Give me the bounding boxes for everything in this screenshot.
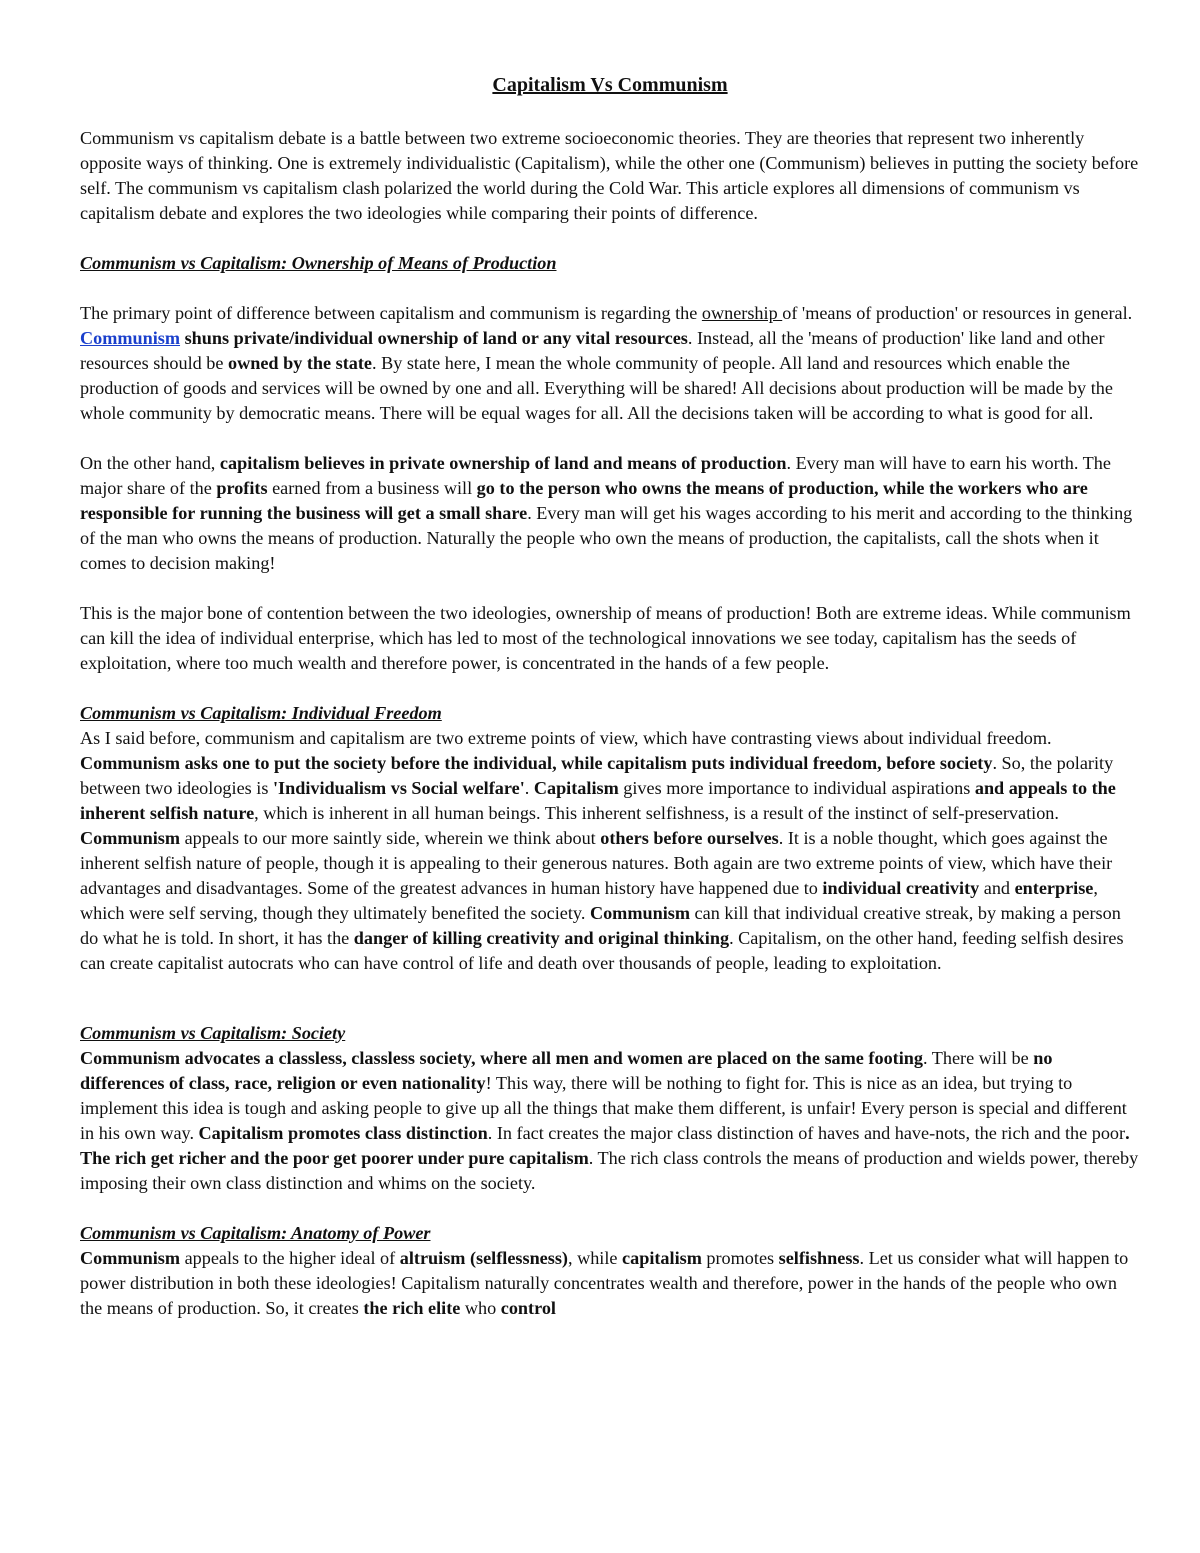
section-heading-society: Communism vs Capitalism: Society <box>80 1023 346 1043</box>
communism-link[interactable]: Communism <box>80 328 181 348</box>
ownership-paragraph-3: This is the major bone of contention between the two ideologies, ownership of means of production! Both are extreme ideas. While communism can kill the idea of individual enterprise, which has led to most of the technological innovations we see today, capitalism has the seeds of exploitation, where too much wealth and therefore power, is concentrated in the hands of a few people. <box>80 603 1131 673</box>
ownership-paragraph-1: The primary point of difference between capitalism and communism is regarding the ownership of 'means of production' or resources in general. Communism shuns private/individual ownership of land or any vital resources. Instead, all the 'means of production' like land and other resources should be owned by the state. By state here, I mean the whole community of people. All land and resources which enable the production of goods and services will be owned by one and all. Everything will be shared! All decisions about production will be made by the whole community by democratic means. There will be equal wages for all. All the decisions taken will be according to what is good for all. <box>80 303 1133 423</box>
society-paragraph: Communism advocates a classless, classless society, where all men and women are placed on the same footing. There will be no differences of class, race, religion or even nationality! This way, there will be nothing to fight for. This is nice as an idea, but trying to implement this idea is tough and asking people to give up all the things that make them different, is unfair! Every person is special and different in his own way. Capitalism promotes class distinction. In fact creates the major class distinction of haves and have-nots, the rich and the poor. The rich get richer and the poor get poorer under pure capitalism. The rich class controls the means of production and wields power, thereby imposing their own class distinction and whims on the society. <box>80 1048 1139 1193</box>
ownership-underlined-term: ownership <box>701 303 783 323</box>
section-heading-individual-freedom: Communism vs Capitalism: Individual Freedom <box>80 703 442 723</box>
section-heading-anatomy-of-power: Communism vs Capitalism: Anatomy of Power <box>80 1223 431 1243</box>
section-heading-ownership: Communism vs Capitalism: Ownership of Means of Production <box>80 253 557 273</box>
ownership-paragraph-2: On the other hand, capitalism believes in private ownership of land and means of production. Every man will have to earn his worth. The major share of the profits earned from a business will go to the person who owns the means of production, while the workers who are responsible for running the business will get a small share. Every man will get his wages according to his merit and according to the thinking of the man who owns the means of production. Naturally the people who own the means of production, the capitalists, call the shots when it comes to decision making! <box>80 453 1133 573</box>
freedom-paragraph: As I said before, communism and capitalism are two extreme points of view, which have contrasting views about individual freedom. Communism asks one to put the society before the individual, while capitalism puts individual freedom, before society. So, the polarity between two ideologies is 'Individualism vs Social welfare'. Capitalism gives more importance to individual aspirations and appeals to the inherent selfish nature, which is inherent in all human beings. This inherent selfishness, is a result of the instinct of self-preservation. Communism appeals to our more saintly side, wherein we think about others before ourselves. It is a noble thought, which goes against the inherent selfish nature of people, though it is appealing to their generous natures. Both again are two extreme points of view, which have their advantages and disadvantages. Some of the greatest advances in human history have happened due to individual creativity and enterprise, which were self serving, though they ultimately benefited the society. Communism can kill that individual creative streak, by making a person do what he is told. In short, it has the danger of killing creativity and original thinking. Capitalism, on the other hand, feeding selfish desires can create capitalist autocrats who can have control of life and death over thousands of people, leading to exploitation. <box>80 728 1124 973</box>
document-page <box>80 72 1140 1321</box>
document-title: Capitalism Vs Communism <box>492 74 728 96</box>
power-paragraph: Communism appeals to the higher ideal of altruism (selflessness), while capitalism promotes selfishness. Let us consider what will happen to power distribution in both these ideologies! Capitalism naturally concentrates wealth and therefore, power in the hands of the people who own the means of production. So, it creates the rich elite who control <box>80 1248 1129 1318</box>
intro-paragraph: Communism vs capitalism debate is a battle between two extreme socioeconomic theories. They are theories that represent two inherently opposite ways of thinking. One is extremely individualistic (Capitalism), while the other one (Communism) believes in putting the society before self. The communism vs capitalism clash polarized the world during the Cold War. This article explores all dimensions of communism vs capitalism debate and explores the two ideologies while comparing their points of difference. <box>80 128 1139 223</box>
